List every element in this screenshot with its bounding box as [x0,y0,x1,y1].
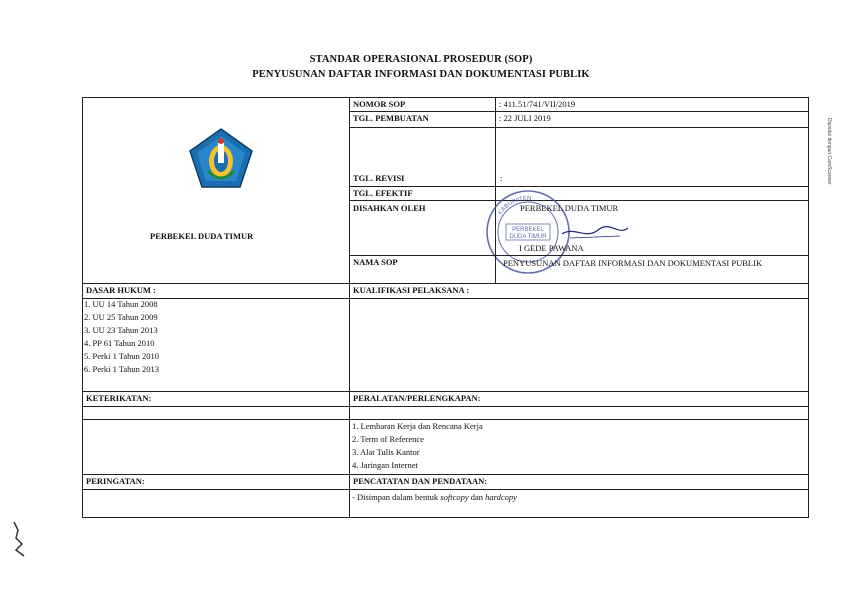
tgl-pembuatan-value: : 22 JULI 2019 [495,111,809,128]
dasar-hukum-item: 1. UU 14 Tahun 2008 [84,299,158,309]
tgl-efektif-label: TGL. EFEKTIF [349,186,496,201]
keterikatan-body [82,419,350,475]
org-name: PERBEKEL DUDA TIMUR [150,231,254,241]
disahkan-label: DISAHKAN OLEH [353,203,426,213]
peringatan-body [82,489,350,518]
nama-sop-label: NAMA SOP [349,255,496,284]
peralatan-item: 2. Term of Reference [352,434,424,444]
nama-sop-value: PENYUSUNAN DAFTAR INFORMASI DAN DOKUMENTASI PUBLIK [503,258,763,268]
document-title: STANDAR OPERASIONAL PROSEDUR (SOP) [309,54,533,65]
kualifikasi-label: KUALIFIKASI PELAKSANA : [349,283,809,299]
peringatan-label: PERINGATAN: [82,474,350,490]
signature [560,220,630,244]
dasar-hukum-item: 2. UU 25 Tahun 2009 [84,312,158,322]
disahkan-name: I GEDE PAWANA [519,243,584,253]
margin-smudge [10,520,32,560]
pencatatan-mid: dan [470,492,484,502]
dasar-hukum-label: DASAR HUKUM : [82,283,350,299]
pencatatan-term-softcopy: softcopy [440,492,469,502]
kualifikasi-body [349,298,809,392]
stamp-center-line1: PERBEKEL [512,227,544,233]
pencatatan-text [352,492,517,503]
tgl-revisi-label: TGL. REVISI [353,173,405,183]
regency-emblem-icon [188,127,254,189]
peralatan-item: 4. Jaringan Internet [352,460,418,470]
keterikatan-label: KETERIKATAN: [82,391,350,407]
dasar-hukum-item: 3. UU 23 Tahun 2013 [84,325,158,335]
disahkan-role: PERBEKEL DUDA TIMUR [520,203,619,213]
peralatan-item: 1. Lembaran Kerja dan Rencana Kerja [352,421,483,431]
pencatatan-prefix: - Disimpan dalam bentuk [352,492,439,502]
dasar-hukum-item: 4. PP 61 Tahun 2010 [84,338,155,348]
document-subtitle: PENYUSUNAN DAFTAR INFORMASI DAN DOKUMENTASI PUBLIK [252,69,590,80]
pencatatan-term-hardcopy: hardcopy [485,492,517,502]
peralatan-label: PERALATAN/PERLENGKAPAN: [349,391,809,407]
nomor-sop-label: NOMOR SOP [349,97,496,112]
tgl-revisi-value: : [500,173,503,183]
dasar-hukum-item: 6. Perki 1 Tahun 2013 [84,364,160,374]
dasar-hukum-item: 5. Perki 1 Tahun 2010 [84,351,160,361]
pencatatan-label: PENCATATAN DAN PENDATAAN: [349,474,809,490]
peralatan-item: 3. Alat Tulis Kantor [352,447,420,457]
stamp-top-text: KABUPATEN [497,195,532,216]
tgl-pembuatan-label: TGL. PEMBUATAN [349,111,496,128]
revisi-value-cell [495,127,809,187]
nomor-sop-value: : 411.51/741/VII/2019 [495,97,809,112]
keterikatan-spacer [82,406,350,420]
peralatan-spacer [349,406,809,420]
stamp-center-line2: DUDA TIMUR [509,234,547,240]
identity-cell [82,97,350,284]
scanner-watermark: Dipindai dengan CamScanner [826,118,832,185]
